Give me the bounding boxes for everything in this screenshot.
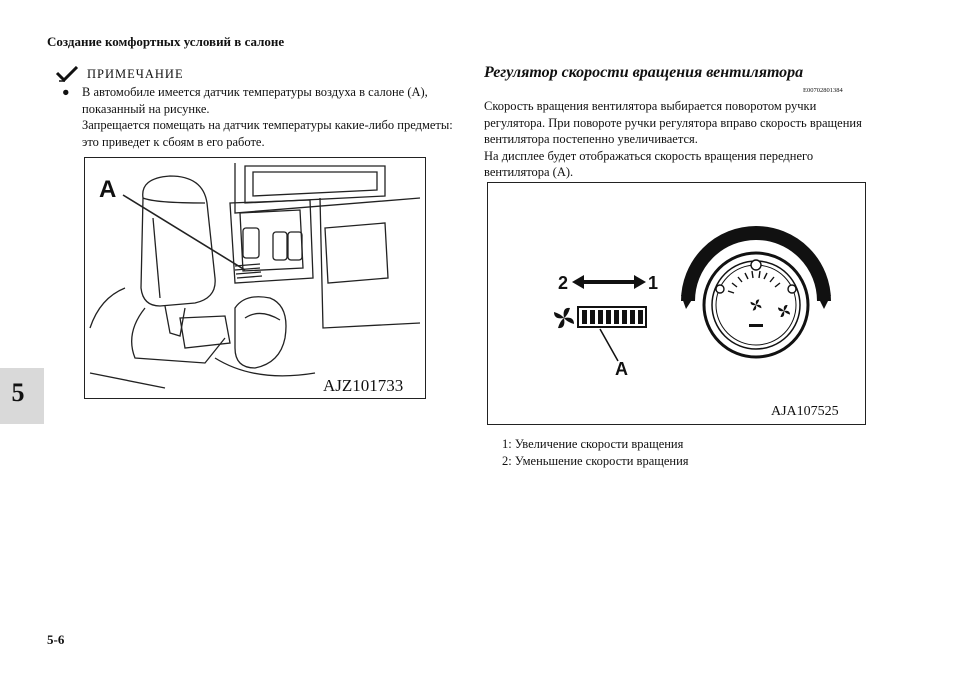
- chapter-number: 5: [11, 378, 25, 407]
- section-body: [484, 98, 864, 181]
- label-a: A: [615, 359, 628, 379]
- section-code: E00702801384: [803, 87, 843, 94]
- note-body: [62, 84, 462, 150]
- console-illustration: [85, 158, 425, 398]
- legend-text: Уменьшение скорости вращения: [514, 454, 689, 468]
- legend-num: 2:: [502, 454, 512, 468]
- note-heading: [55, 66, 184, 82]
- label-2: 2: [558, 273, 569, 293]
- note-text-1: В автомобиле имеется датчик температуры воздуха в салоне (A), показанный на рисунке.: [82, 85, 428, 116]
- page-number: 5-6: [47, 632, 65, 647]
- note-text-2: Запрещается помещать на датчик температуры какие-либо предметы: это приведет к сбоям в его работе.: [82, 118, 453, 149]
- figure-fan-dial: [487, 182, 866, 425]
- page-header: Создание комфортных условий в салоне: [47, 34, 285, 49]
- fan-dial-illustration: [488, 183, 865, 424]
- label-a: A: [99, 176, 117, 203]
- fan-speed-dial: [681, 233, 831, 357]
- legend-item: [502, 436, 689, 453]
- fan-icon: [554, 308, 574, 328]
- note-title: ПРИМЕЧАНИЕ: [87, 66, 184, 81]
- section-paragraph-2: На дисплее будет отображаться скорость вращения переднего вентилятора (A).: [484, 148, 814, 179]
- bullet-icon: ●: [62, 85, 70, 99]
- label-1: 1: [648, 273, 659, 293]
- section-title: Регулятор скорости вращения вентилятора: [484, 64, 804, 81]
- legend-text: Увеличение скорости вращения: [514, 437, 684, 451]
- figure-legend: [502, 436, 689, 470]
- note-check-icon: [55, 66, 79, 82]
- section-paragraph-1: Скорость вращения вентилятора выбирается поворотом ручки регулятора. При повороте ручки регулятора вправо скорость вращения вентилятора постепенно увеличивается.: [484, 99, 862, 146]
- figure-code: AJZ101733: [323, 376, 404, 395]
- legend-num: 1:: [502, 437, 512, 451]
- legend-item: [502, 453, 689, 470]
- fan-speed-display: [578, 307, 646, 327]
- figure-code: AJA107525: [771, 404, 839, 419]
- figure-sensor-location: [84, 157, 426, 399]
